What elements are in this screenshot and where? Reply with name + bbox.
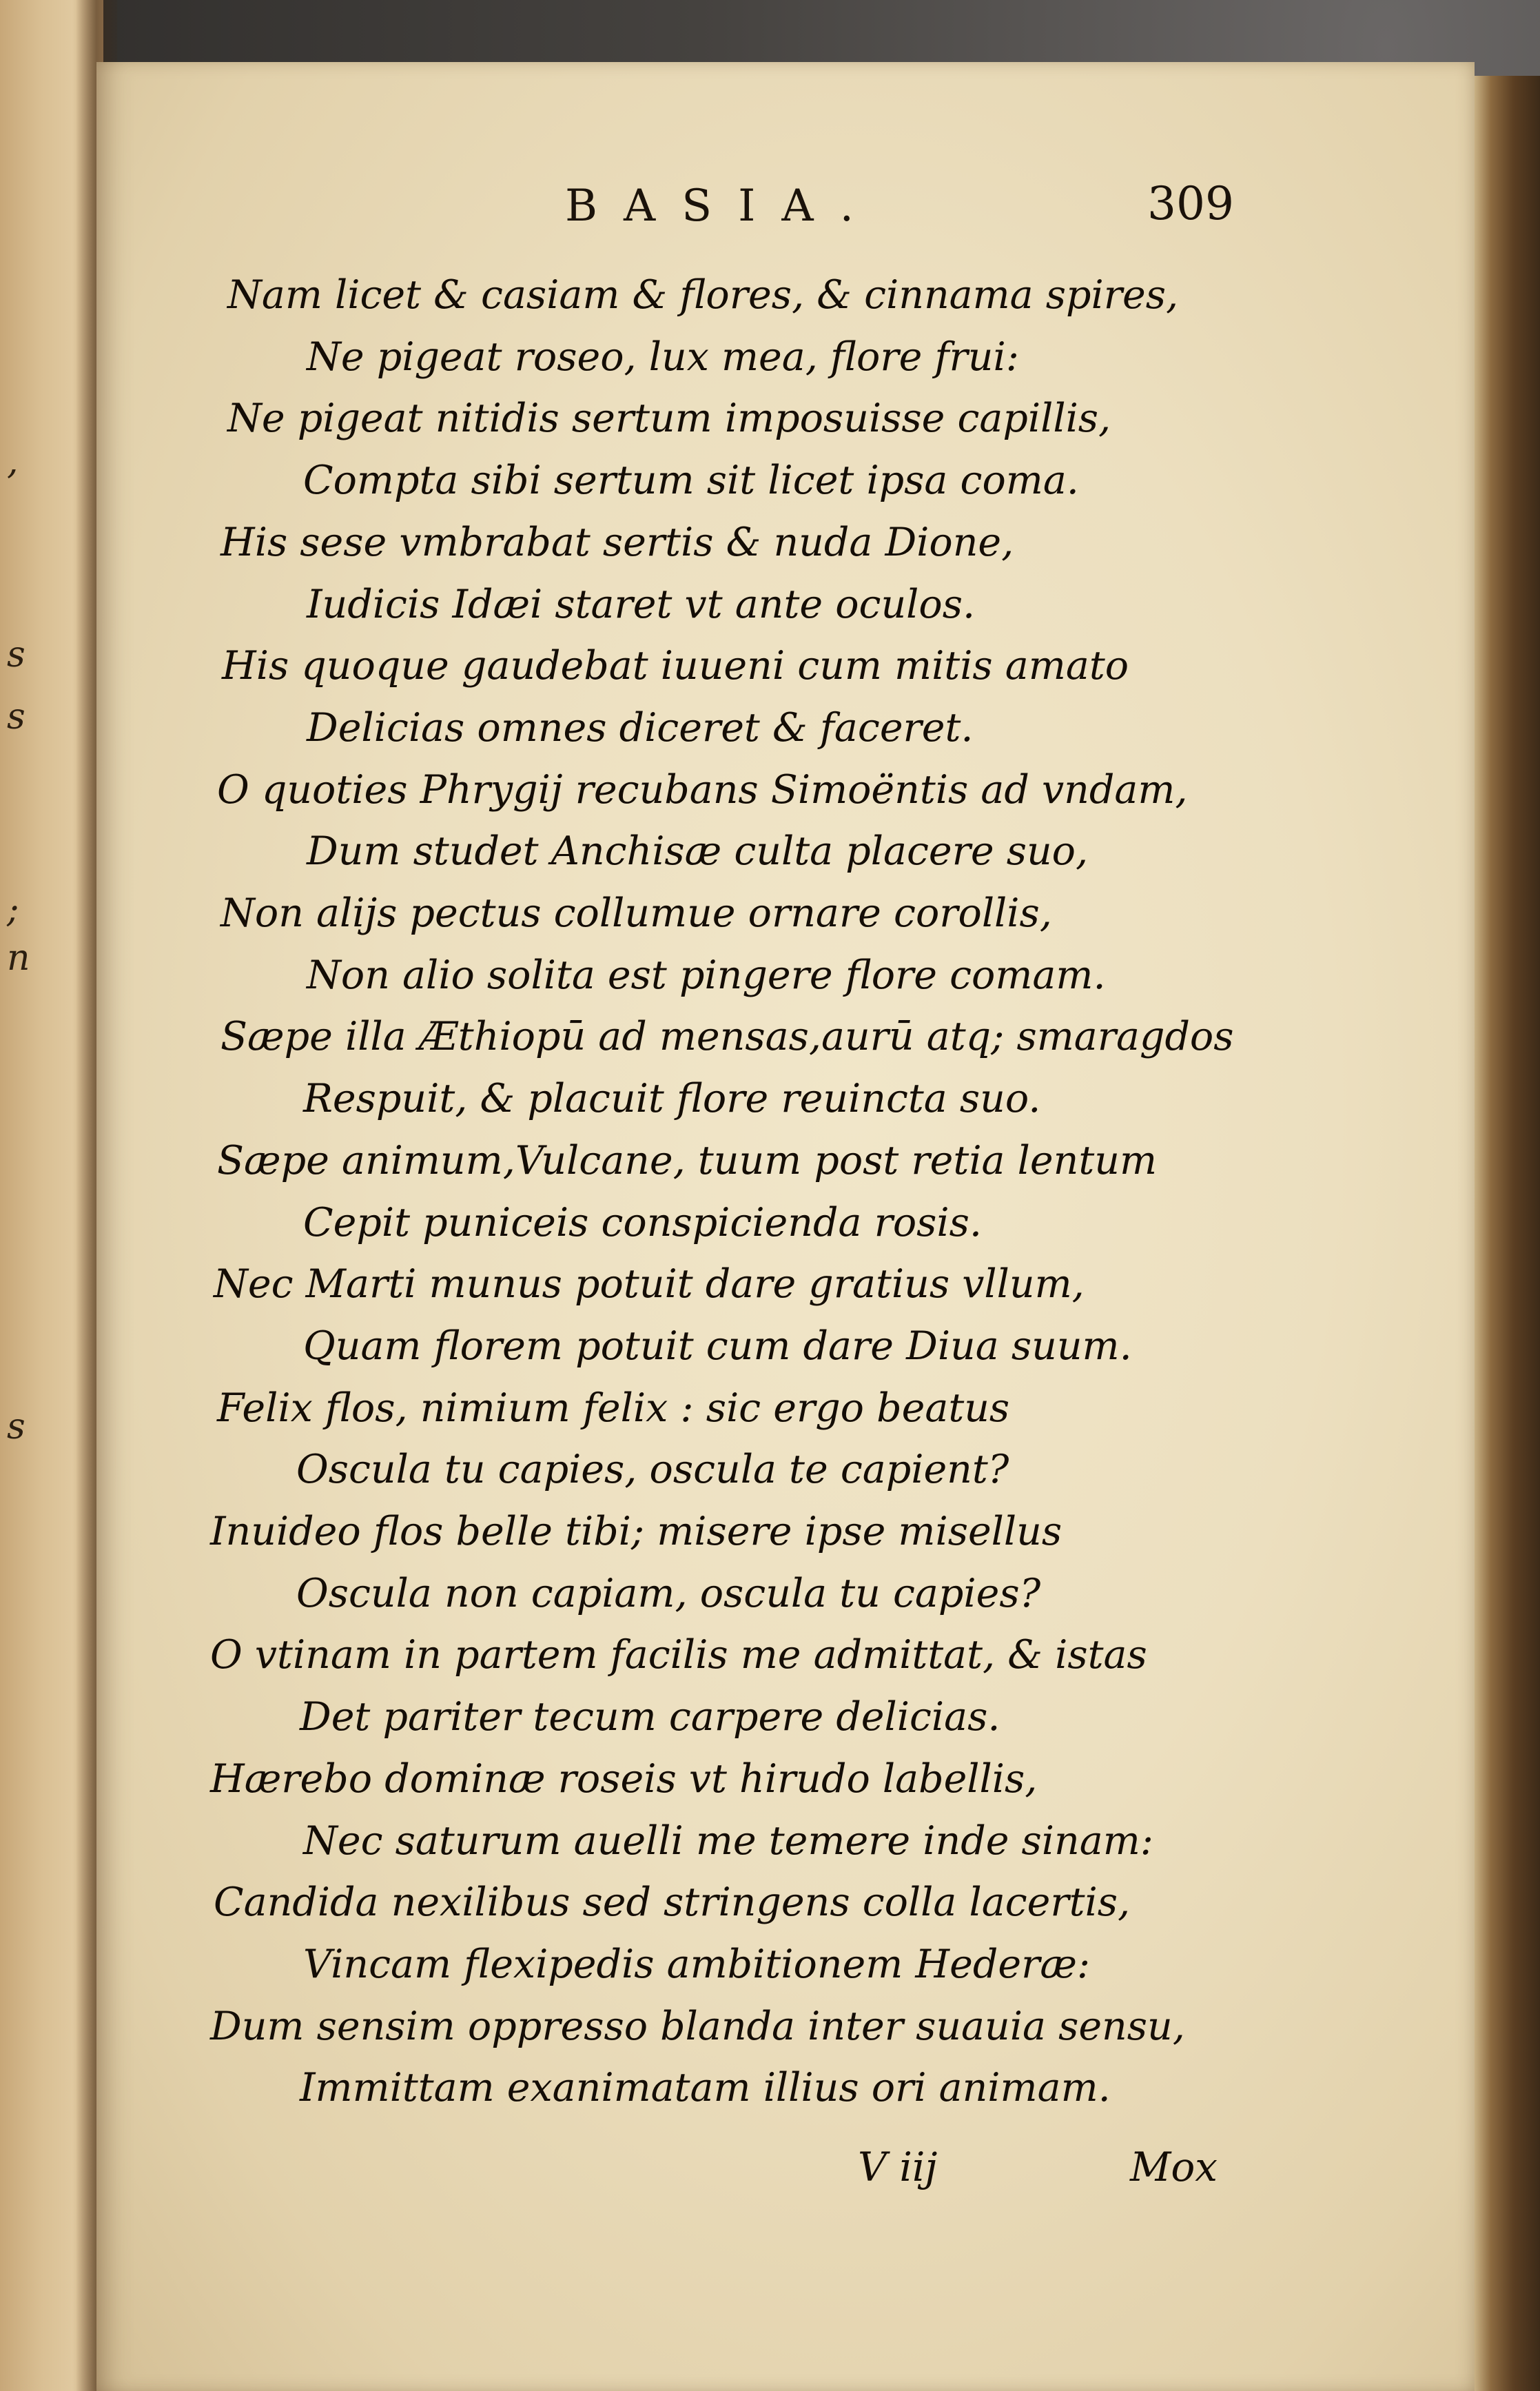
verse-line: Oscula non capiam, oscula tu capies? (296, 1571, 1041, 1616)
left-page-fragment: , (7, 441, 19, 482)
verse-line: Delicias omnes diceret & faceret. (307, 705, 974, 751)
verse-line: Vincam flexipedis ambitionem Hederæ: (303, 1942, 1091, 1987)
verse-line: Candida nexilibus sed stringens colla lacertis, (214, 1880, 1131, 1925)
book-cover-edge (1475, 76, 1540, 2391)
verse-line: Non alio solita est pingere flore comam. (307, 953, 1106, 998)
page-header (0, 177, 1540, 256)
verse-line: Compta sibi sertum sit licet ipsa coma. (303, 458, 1079, 503)
verse-line: Respuit, & placuit flore reuincta suo. (303, 1076, 1041, 1121)
left-page-fragment: s (7, 1406, 25, 1447)
verse-line: Iudicis Idæi staret vt ante oculos. (307, 582, 976, 627)
verse-line: Nec saturum auelli me temere inde sinam: (303, 1818, 1153, 1864)
verse-line: Sæpe illa Æthiopū ad mensas,aurū atq; smaragdos (220, 1014, 1234, 1059)
verse-line: Sæpe animum,Vulcane, tuum post retia lentum (217, 1138, 1157, 1183)
verse-line: Dum sensim oppresso blanda inter suauia sensu, (210, 2004, 1185, 2049)
verse-line: Nec Marti munus potuit dare gratius vllum, (214, 1261, 1085, 1307)
verse-line: Felix flos, nimium felix : sic ergo beatus (217, 1385, 1010, 1431)
verse-line: O vtinam in partem facilis me admittat, & istas (210, 1632, 1147, 1678)
verse-line: Immittam exanimatam illius ori animam. (300, 2065, 1111, 2110)
left-page-fragment: s (7, 634, 25, 675)
page-footer (0, 2144, 1540, 2212)
verse-line: Ne pigeat roseo, lux mea, flore frui: (307, 334, 1019, 380)
verse-line: Quam florem potuit cum dare Diua suum. (303, 1323, 1132, 1369)
verse-line: His quoque gaudebat iuueni cum mitis amato (222, 643, 1129, 689)
catchword: Mox (1130, 2144, 1218, 2190)
verse-line: Det pariter tecum carpere delicias. (300, 1694, 1000, 1740)
signature-mark: V iij (858, 2144, 938, 2190)
verse-line: Oscula tu capies, oscula te capient? (296, 1447, 1009, 1492)
verse-line: Ne pigeat nitidis sertum imposuisse capillis, (227, 396, 1111, 441)
left-page-fragment: s (7, 696, 25, 737)
verse-line: Nam licet & casiam & flores, & cinnama spires, (227, 272, 1179, 318)
running-title: BASIA. (565, 181, 880, 232)
verse-line: O quoties Phrygij recubans Simoëntis ad vndam, (217, 767, 1188, 813)
verse-line: His sese vmbrabat sertis & nuda Dione, (220, 520, 1014, 565)
left-page-fragment: n (7, 937, 30, 979)
verse-line: Cepit puniceis conspicienda rosis. (303, 1200, 983, 1245)
verse-line: Hærebo dominæ roseis vt hirudo labellis, (210, 1756, 1038, 1802)
verse-line: Inuideo flos belle tibi; misere ipse misellus (210, 1509, 1062, 1554)
verse-line: Dum studet Anchisæ culta placere suo, (307, 828, 1089, 874)
verse-line: Non alijs pectus collumue ornare corollis, (220, 891, 1052, 936)
page-number: 309 (1147, 177, 1234, 230)
left-page-fragment: ; (7, 889, 19, 930)
